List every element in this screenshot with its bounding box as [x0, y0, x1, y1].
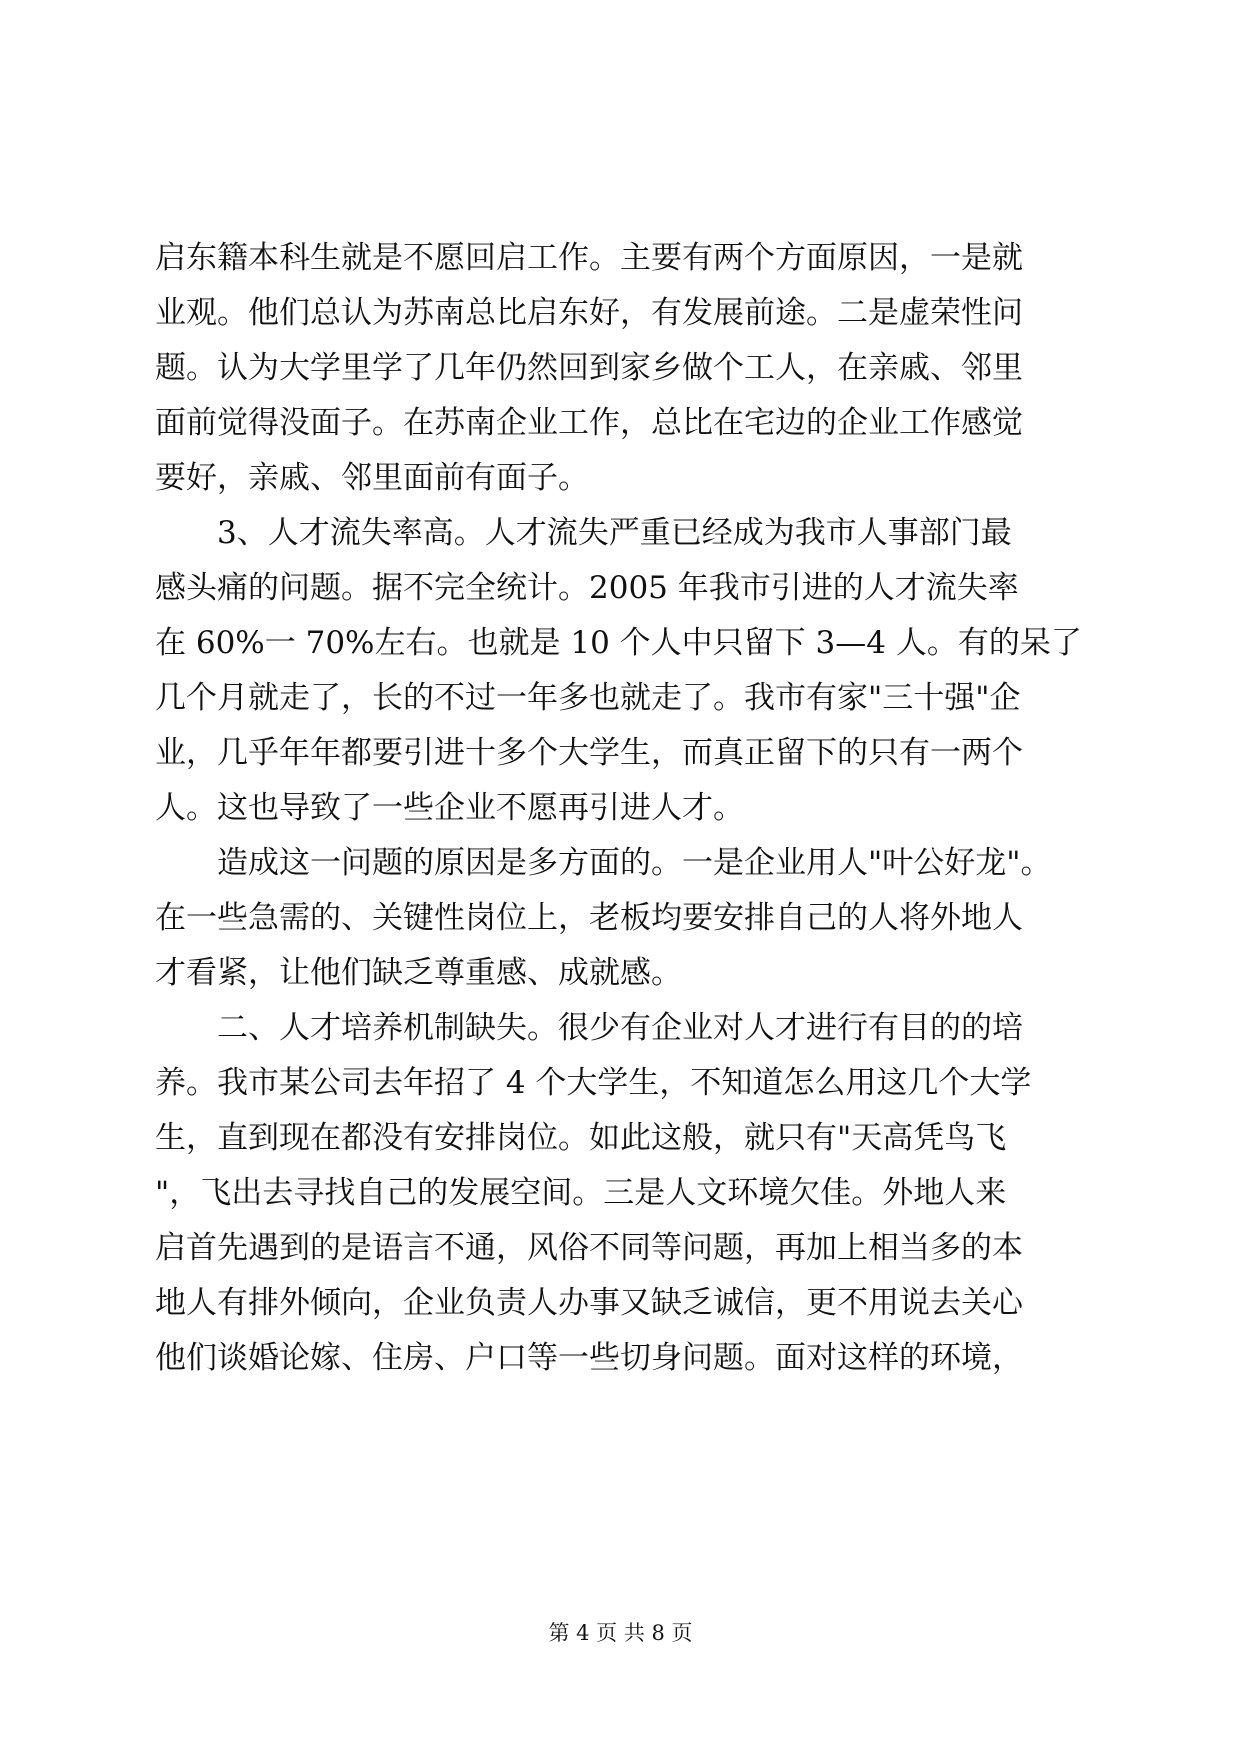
- text-line: 地人有排外倾向，企业负责人办事又缺乏诚信，更不用说去关心: [155, 1285, 1023, 1321]
- text-line: 人。这也导致了一些企业不愿再引进人才。: [155, 790, 744, 826]
- text-line: 业观。他们总认为苏南总比启东好，有发展前途。二是虚荣性问: [155, 295, 1023, 331]
- text-line: 生，直到现在都没有安排岗位。如此这般，就只有"天高凭鸟飞: [155, 1120, 1007, 1156]
- text-line: "，飞出去寻找自己的发展空间。三是人文环境欠佳。外地人来: [155, 1175, 1007, 1211]
- paragraph-first-line: 造成这一问题的原因是多方面的。一是企业用人"叶公好龙"。: [217, 845, 1052, 881]
- text-line: 要好，亲戚、邻里面前有面子。: [155, 460, 589, 496]
- text-line: 几个月就走了，长的不过一年多也就走了。我市有家"三十强"企: [155, 680, 1021, 716]
- text-line: 在 60%一 70%左右。也就是 10 个人中只留下 3—4 人。有的呆了: [155, 625, 1082, 661]
- text-line: 启首先遇到的是语言不通，风俗不同等问题，再加上相当多的本: [155, 1230, 1023, 1266]
- text-line: 才看紧，让他们缺乏尊重感、成就感。: [155, 955, 682, 991]
- text-line: 面前觉得没面子。在苏南企业工作，总比在宅边的企业工作感觉: [155, 405, 1023, 441]
- text-line: 启东籍本科生就是不愿回启工作。主要有两个方面原因，一是就: [155, 240, 1023, 276]
- text-line: 业，几乎年年都要引进十多个大学生，而真正留下的只有一两个: [155, 735, 1023, 771]
- paragraph-first-line: 3、人才流失率高。人才流失严重已经成为我市人事部门最: [217, 515, 1012, 551]
- text-line: 感头痛的问题。据不完全统计。2005 年我市引进的人才流失率: [155, 570, 1019, 606]
- text-line: 养。我市某公司去年招了 4 个大学生，不知道怎么用这几个大学: [155, 1065, 1032, 1101]
- text-line: 他们谈婚论嫁、住房、户口等一些切身问题。面对这样的环境，: [155, 1340, 1023, 1376]
- text-line: 题。认为大学里学了几年仍然回到家乡做个工人，在亲戚、邻里: [155, 350, 1023, 386]
- paragraph-first-line: 二、人才培养机制缺失。很少有企业对人才进行有目的的培: [217, 1010, 1023, 1046]
- text-line: 在一些急需的、关键性岗位上，老板均要安排自己的人将外地人: [155, 900, 1023, 936]
- page-number-footer: 第 4 页 共 8 页: [548, 1621, 693, 1645]
